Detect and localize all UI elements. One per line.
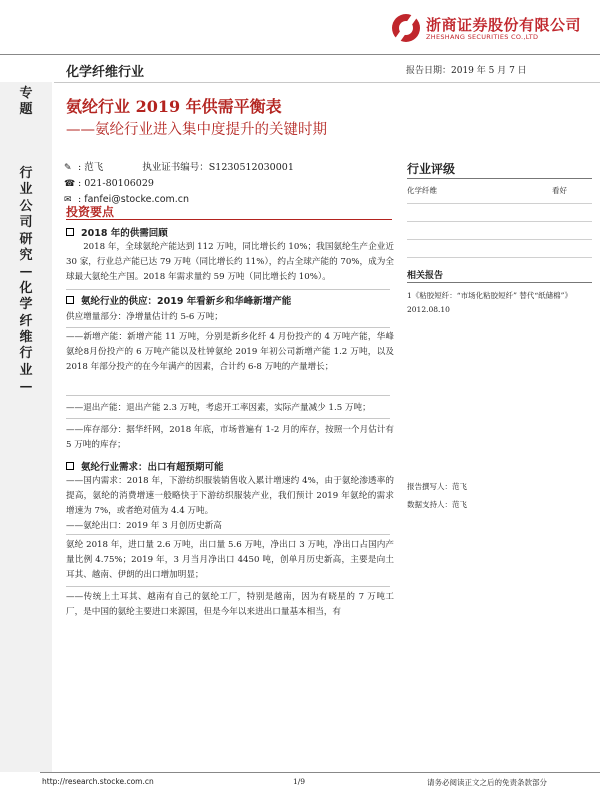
author-email-row: ✉ : fanfei@stocke.com.cn bbox=[64, 192, 294, 208]
header-divider bbox=[0, 54, 600, 55]
sidebar-special-label: 专题 bbox=[19, 86, 33, 117]
author-email[interactable]: fanfei@stocke.com.cn bbox=[84, 194, 190, 205]
investment-heading: 投资要点 bbox=[66, 205, 115, 219]
section-divider bbox=[66, 327, 390, 328]
bullet-box-icon bbox=[66, 296, 74, 304]
author-block bbox=[64, 160, 294, 208]
paragraph: ——传统上土耳其、越南有自己的氨纶工厂，特别是越南，因为有晓星的 7 万吨工厂，是中国的氨纶主要进口来源国，但是今年以来进出口量基本相当，有 bbox=[66, 592, 394, 618]
section-title-supply-review: 2018 年的供需回顾 bbox=[66, 225, 168, 239]
bullet-box-icon bbox=[66, 228, 74, 236]
mail-icon: ✉ bbox=[64, 195, 72, 205]
author-phone-row: ☎ : 021-80106029 bbox=[64, 176, 294, 192]
rating-row-divider bbox=[407, 257, 592, 258]
paragraph: ——新增产能：新增产能 11 万吨，分别是新乡化纤 4 月份投产的 4 万吨产能，华峰氨纶8月份投产的 6 万吨产能以及杜钟氨纶 2019 年初公司新增产能 1.2 万吨，以及 2018 年部分投产的在今年满产的因素，合计约 6-8 万吨的产量增长； bbox=[66, 332, 394, 373]
rating-row-divider bbox=[407, 239, 592, 240]
support-block bbox=[407, 478, 467, 514]
paragraph: ——退出产能：退出产能 2.3 万吨，考虑开工率因素，实际产量减少 1.5 万吨； bbox=[66, 403, 371, 413]
paragraph: ——库存部分：据华纤网，2018 年底，市场普遍有 1-2 月的库存，按照一个月估计有 5 万吨的库存； bbox=[66, 425, 394, 451]
rating-row-divider bbox=[407, 221, 592, 222]
report-writer: 报告撰写人：范飞 bbox=[407, 482, 467, 491]
brand-logo-icon bbox=[392, 14, 420, 42]
author-name-row: ✎ : 范飞 执业证书编号：S1230512030001 bbox=[64, 160, 294, 176]
industry-tag: 化学纤维行业 bbox=[66, 65, 145, 80]
rating-row-divider bbox=[407, 203, 592, 204]
rating-value: 看好 bbox=[552, 186, 567, 195]
page-number: 1/9 bbox=[293, 777, 306, 786]
title-divider bbox=[54, 82, 600, 83]
section-divider bbox=[66, 395, 390, 396]
paragraph: 2018 年，全球氨纶产能达到 112 万吨，同比增长约 10%；我国氨纶生产企业近 30 家，行业总产能已达 79 万吨（同比增长约 11%），约占全球产能的 70%，成为全球最大氨纶生产国。2018 年需求量约 59 万吨（同比增长约 10%）。 bbox=[66, 242, 394, 283]
paragraph: ——氨纶出口：2019 年 3 月创历史新高 bbox=[66, 521, 222, 531]
related-divider bbox=[407, 282, 592, 283]
section-title-demand: 氨纶行业需求：出口有超预期可能 bbox=[66, 459, 224, 473]
report-subtitle: ——氨纶行业进入集中度提升的关键时期 bbox=[66, 122, 327, 138]
section-title-supply: 氨纶行业的供应：2019 年看新乡和华峰新增产能 bbox=[66, 293, 291, 307]
paragraph: 氨纶 2018 年，进口量 2.6 万吨，出口量 5.6 万吨，净出口 3 万吨，净出口占国内产量比例 4.75%；2019 年，3 月当月净出口 4450 吨，创单月历史新高，主要是向土耳其、越南、伊朗的出口增加明显； bbox=[66, 540, 394, 581]
rating-heading: 行业评级 bbox=[407, 162, 456, 176]
section-divider bbox=[66, 418, 390, 419]
author-name: 范飞 bbox=[84, 162, 104, 173]
rating-divider bbox=[407, 178, 592, 179]
author-phone: 021-80106029 bbox=[84, 178, 154, 189]
bullet-box-icon bbox=[66, 462, 74, 470]
rating-industry: 化学纤维 bbox=[407, 186, 437, 195]
related-heading: 相关报告 bbox=[407, 271, 444, 281]
investment-divider bbox=[66, 219, 392, 220]
footer-disclaimer: 请务必阅读正文之后的免责条款部分 bbox=[427, 778, 547, 787]
section-divider bbox=[66, 289, 390, 290]
footer-divider bbox=[40, 772, 600, 773]
paragraph: 供应增量部分：净增量估计约 5-6 万吨； bbox=[66, 312, 223, 322]
report-date: 报告日期：2019 年 5 月 7 日 bbox=[406, 66, 527, 76]
brand-name-en: ZHESHANG SECURITIES CO.,LTD bbox=[426, 33, 539, 41]
brand-name-cn: 浙商证券股份有限公司 bbox=[426, 16, 582, 34]
brand-logo bbox=[392, 14, 592, 44]
section-divider bbox=[66, 534, 390, 535]
paragraph: ——国内需求：2018 年，下游纺织服装销售收入累计增速约 4%，由于氨纶渗透率的提高，氨纶的消费增速一般略快于下游纺织服装产业，我们预计 2019 年氨纶的需求增速为 7%，或者绝对值为 4.4 万吨。 bbox=[66, 476, 394, 517]
author-cert: 执业证书编号：S1230512030001 bbox=[142, 162, 294, 173]
phone-icon: ☎ bbox=[64, 179, 76, 189]
related-report-item[interactable]: 1《粘胶短纤：“市场化粘胶短纤” 替代“纸储棉”》2012.08.10 bbox=[407, 291, 572, 314]
sidebar-vertical-title: 行业公司研究—化学纤维行业— bbox=[19, 166, 33, 395]
rating-row bbox=[407, 185, 567, 196]
section-divider bbox=[66, 586, 390, 587]
pen-icon: ✎ bbox=[64, 163, 72, 173]
report-main-title: 氨纶行业 2019 年供需平衡表 bbox=[66, 97, 282, 116]
data-supporter: 数据支持人：范飞 bbox=[407, 500, 467, 509]
footer-url[interactable]: http://research.stocke.com.cn bbox=[42, 777, 154, 786]
